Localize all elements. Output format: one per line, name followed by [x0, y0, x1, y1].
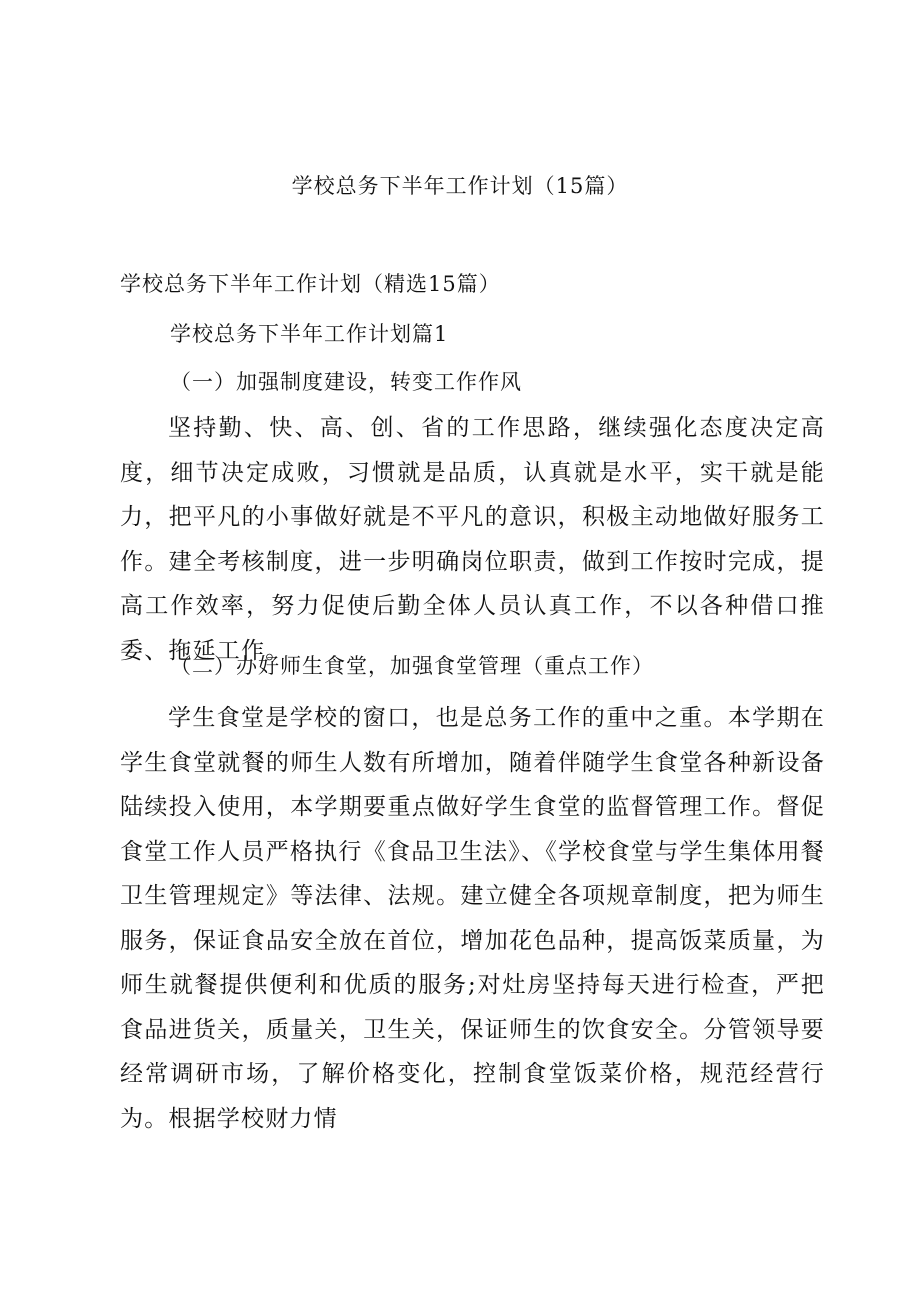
paragraph-1: 坚持勤、快、高、创、省的工作思路，继续强化态度决定高度，细节决定成败，习惯就是品质，认真就是水平，实干就是能力，把平凡的小事做好就是不平凡的意识，积极主动地做好服务工作。建全考核制度，进一步明确岗位职责，做到工作按时完成，提高工作效率，努力促使后勤全体人员认真工作，不以各种借口推委、拖延工作。	[120, 415, 825, 664]
section-title: 学校总务下半年工作计划篇1	[170, 322, 449, 346]
document-subtitle: 学校总务下半年工作计划（精选15篇）	[120, 272, 501, 296]
paragraph-2: 学生食堂是学校的窗口，也是总务工作的重中之重。本学期在学生食堂就餐的师生人数有所增加，随着伴随学生食堂各种新设备陆续投入使用，本学期要重点做好学生食堂的监督管理工作。督促食堂工作人员严格执行《食品卫生法》、《学校食堂与学生集体用餐卫生管理规定》等法律、法规。建立健全各项规章制度，把为师生服务，保证食品安全放在首位，增加花色品种，提高饭菜质量，为师生就餐提供便利和优质的服务;对灶房坚持每天进行检查，严把食品进货关，质量关，卫生关，保证师生的饮食安全。分管领导要经常调研市场，了解价格变化，控制食堂饭菜价格，规范经营行为。根据学校财力情	[120, 705, 825, 1132]
heading-2: （二）办好师生食堂，加强食堂管理（重点工作）	[170, 654, 654, 678]
document-title: 学校总务下半年工作计划（15篇）	[291, 174, 629, 198]
heading-1: （一）加强制度建设，转变工作作风	[170, 370, 522, 394]
